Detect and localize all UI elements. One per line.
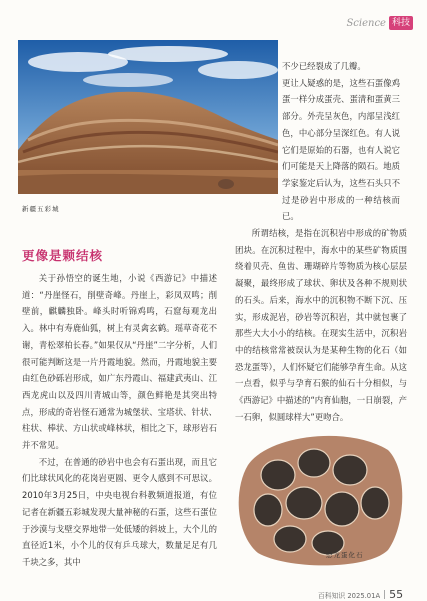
right-column-top [282,58,400,225]
landscape-photo [18,40,278,194]
section-label-en: Science [346,17,386,29]
paragraph: 所谓结核，是指在沉积岩中形成的矿物质团块。在沉积过程中，海水中的某些矿物质围绕着贝壳、鱼齿、珊瑚碎片等物质为核心层层凝聚，最终形成了球状、卵状及各种不规则状的石头。后来，海水中的沉积物不断下沉、压实，形成泥岩，砂岩等沉积岩，其中就包裹了那些大大小小的结核。在现实生活中，沉积岩中的结核常常被误认为是某种生物的化石（如恐龙蛋等），人们怀疑它们能够孕育生命。从这一点看，似乎与孕育石猴的仙石十分相似，与《西游记》中描述的“内育仙胞，一日崩裂，产一石卵，似圆球样大”更吻合。 [235,228,407,422]
page-number: 55 [389,588,404,601]
paragraph: 关于孙悟空的诞生地，小说《西游记》中描述道：“丹崖怪石，削壁奇峰。丹崖上，彩凤双鸣；削壁前，麒麟独卧。峰头时听锦鸡鸣，石窟每观龙出入。林中有寿鹿仙狐，树上有灵禽玄鹤。瑶草奇花不谢，青松翠柏长春。”如果仅从“丹崖”二字分析，人们很可能判断这是一片丹霞地貌。然而，丹霞地貌主要由红色砂砾岩形成，如广东丹霞山、福建武夷山、江西龙虎山以及四川青城山等，颜色鲜艳是其突出特点，形成的奇岩怪石通常为城堡状、宝塔状、针状、柱状、棒状、方山状或峰林状，相比之下，球形岩石并不常见。 [22,273,217,451]
paragraph: 更让人疑惑的是，这些石蛋像鸡蛋一样分成蛋壳、蛋清和蛋黄三部分。外壳呈灰色，内部呈浅红色，中心部分呈深红色。有人说它们是原始的石器，也有人说它们可能是天上降落的陨石。地质学家鉴定后认为，这些石头只不过是砂岩中形成的一种结核而已。 [282,77,400,222]
photo-caption: 新疆五彩城 [22,205,60,213]
fossil-caption: 恐龙蛋化石 [326,551,364,559]
left-column [22,270,217,571]
page-footer [318,588,403,601]
paragraph: 不过，在普通的砂岩中也会有石蛋出现，而且它们比球状风化的花岗岩更圆、更令人感到不可思议。2010年3月25日，中央电视台科教频道报道，有位记者在新疆五彩城发现大量神秘的石蛋，这些石蛋位于沙漠与戈壁交界地带一处低矮的斜坡上，大个儿的直径近1米，小个儿的仅有乒乓球大，数量足足有几千块之多，其中 [22,456,217,567]
divider [384,590,385,599]
journal-label: 百科知识 2025.01A [318,591,381,600]
section-label-cn: 科技 [389,16,413,30]
section-heading: 更像是颗结核 [22,248,104,263]
dinosaur-egg-fossil-photo [228,425,408,570]
section-header [346,16,413,30]
paragraph: 不少已经裂成了几瓣。 [282,61,366,71]
right-column-middle [235,225,407,425]
